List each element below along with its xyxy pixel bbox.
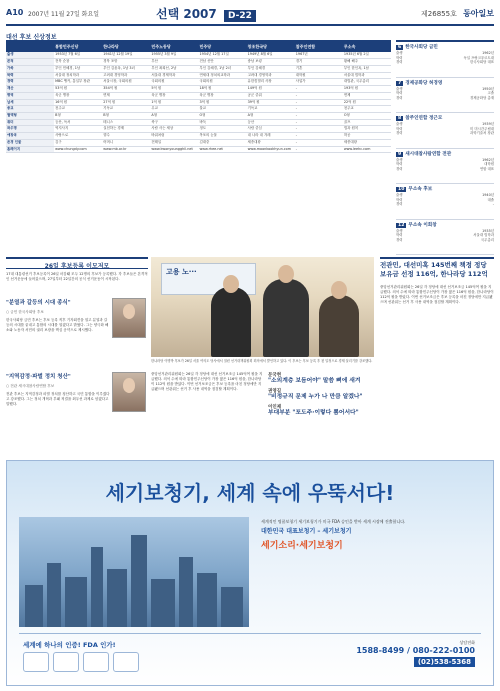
row-label: 애창곡 <box>6 133 54 140</box>
table-cell: www.moonkookhyun.com <box>247 146 295 153</box>
table-cell: - <box>295 112 343 119</box>
table-cell: 1억 원 <box>150 99 198 106</box>
table-cell: 목포의 눈물 <box>199 133 247 140</box>
person-figure <box>319 295 359 357</box>
minor-candidate-name <box>396 186 494 192</box>
table-cell: 허공 <box>343 133 391 140</box>
info-value: 대졸 <box>487 197 494 202</box>
table-cell: 3억 원 <box>199 99 247 106</box>
quote-speaker: 문국현 <box>268 373 282 378</box>
table-cell: 서울대 정치학과 <box>54 72 102 79</box>
info-value: 대학원 <box>484 162 494 167</box>
table-row <box>6 99 391 106</box>
person-head <box>331 281 347 299</box>
table-cell: 공군 중위 <box>247 92 295 99</box>
ballot-number: 10 <box>398 187 405 192</box>
paper-logo: 동아일보 <box>463 9 494 18</box>
candidate-name: 한국사회당 금민 <box>405 45 438 50</box>
cert-badge-icon <box>83 652 109 672</box>
table-cell: 193억 원 <box>343 86 391 93</box>
table-cell: 기혼 <box>295 65 343 72</box>
table-cell: www.rhee.net <box>199 146 247 153</box>
table-cell: 부인 김혜경 <box>247 65 295 72</box>
registration-section-title: 26일 후보등록 이모저모 <box>6 257 148 269</box>
table-cell: - <box>295 99 343 106</box>
row-label: 종교 <box>6 106 54 113</box>
table-row <box>6 52 391 59</box>
quote-headlines <box>268 372 374 419</box>
info-label: 학력 <box>396 162 403 167</box>
row-label: 학력 <box>6 72 54 79</box>
minor-candidate-block <box>396 184 494 220</box>
table-cell: 사람 중심 <box>247 126 295 133</box>
news-photo <box>151 257 374 357</box>
table-cell: 바둑 <box>199 119 247 126</box>
table-cell: 1954년 12월 17일 <box>199 52 247 59</box>
info-value: 1939년 <box>482 122 494 126</box>
minor-candidates-column <box>396 40 494 254</box>
person-head <box>278 265 294 283</box>
table-cell: A형 <box>247 112 295 119</box>
table-column-header <box>6 42 54 52</box>
row-label: 취미 <box>6 119 54 126</box>
candidate-name: 경제공화당 허경영 <box>405 80 443 86</box>
table-cell: - <box>295 139 343 146</box>
candidate-table-container <box>6 40 391 254</box>
column-1-byline: ○ 금민 한국사회당 후보 <box>6 310 44 314</box>
row-label: 혈액형 <box>6 112 54 119</box>
quote-headline: "소외계층 보듬어야" 말씀 뼈에 새겨 <box>268 378 361 384</box>
table-cell: 전태일 <box>150 139 198 146</box>
info-label: 출생 <box>396 193 403 197</box>
info-label: 경력 <box>396 202 403 207</box>
row-label: 존경 인물 <box>6 139 54 146</box>
cert-badge-icon <box>23 652 49 672</box>
table-cell: 무교 <box>150 106 198 113</box>
phone-label: 상담전화 <box>459 640 475 645</box>
photo-caption: 한나라당 이명박 후보가 26일 서울 여의도 당사에서 열린 선거대책위원회 회의에서 발언하고 있다. 이 후보는 후보 등록 후 첫 일정으로 경제 살리기를 강조했다. <box>151 359 373 363</box>
column-2-headline: "지역감정·파벌 정치 청산" <box>6 374 71 380</box>
table-cell: 5억 원 <box>150 86 198 93</box>
candidate-name: 새시대참사람연합 전관 <box>405 151 452 157</box>
row-label: 재산 <box>6 86 54 93</box>
ballot-number: 7 <box>398 80 402 86</box>
table-cell: 바위처럼 <box>150 133 198 140</box>
table-cell: 연세대 정치외교학과 <box>199 72 247 79</box>
photo-banner-text: 고용 노··· <box>166 268 197 276</box>
table-cell: 어머니 <box>102 139 150 146</box>
table-cell: 사람 사는 세상 <box>150 126 198 133</box>
info-label: 학력 <box>396 126 403 131</box>
ad-description <box>261 519 483 557</box>
table-cell: 1949년 8월 6일 <box>247 52 295 59</box>
center-article-body: 중앙선거관리위원회는 26일 각 정당에 대선 선거보조금 145억여 원을 지급했다. 의석 수에 따라 통합민주신당이 가장 많은 116억 원을, 한나라당이 112억 원을 받았다. 이번 선거보조금은 후보 등록을 마친 정당에만 지급됐으며 선관위는 선거 후 사용 내역을 점검할 계획이다. <box>151 372 263 392</box>
table-row <box>6 92 391 99</box>
table-cell: B형 <box>102 112 150 119</box>
table-cell: 기독교 <box>247 106 295 113</box>
info-value: 1962년 <box>482 51 494 55</box>
minor-candidate-block <box>396 149 494 185</box>
info-label: 학력 <box>396 55 403 60</box>
table-cell: 354억 원 <box>102 86 150 93</box>
candidate-portrait <box>112 372 146 412</box>
table-cell: A형 <box>150 112 198 119</box>
section-label: 선택 2007 <box>156 7 217 21</box>
table-cell: 법과 원칙 <box>343 126 391 133</box>
ad-desc-text: 세계적인 명품보청기 세기보청기가 미국 FDA 승인을 받아 세계 시장에 진출합니다. <box>261 519 406 524</box>
issue-date: 2007년 11월 27일 화요일 <box>28 11 100 18</box>
table-cell: 53억 원 <box>54 86 102 93</box>
person-figure <box>211 287 251 357</box>
table-cell: 대법관, 국무총리 <box>343 79 391 86</box>
quote-speaker: 이인제 <box>268 404 282 410</box>
table-column-header: 창조한국당 <box>247 42 295 52</box>
column-1-headline: "분열과 갈등의 시대 종식" <box>6 300 71 306</box>
table-cell: 부인 김윤옥, 1남 3녀 <box>102 65 150 72</box>
table-cell: 역지사지 <box>54 126 102 133</box>
table-column-header: 무소속 <box>343 42 391 52</box>
table-cell: 서울대 법학과 <box>343 72 391 79</box>
info-label: 경력 <box>396 131 403 136</box>
row-label: 가족 <box>6 65 54 72</box>
table-cell: 39억 원 <box>247 99 295 106</box>
table-row <box>6 79 391 86</box>
table-column-header: 민주노동당 <box>150 42 198 52</box>
table-cell: 국회의원 <box>199 79 247 86</box>
info-label: 학력 <box>396 91 403 96</box>
info-value: 고졸 <box>487 91 494 96</box>
table-cell: - <box>295 126 343 133</box>
table-cell: 부인 김혜경, 1남 2녀 <box>199 65 247 72</box>
row-label: 병역 <box>6 92 54 99</box>
minor-candidate-name <box>396 115 494 121</box>
person-head <box>223 275 239 293</box>
table-row <box>6 146 391 153</box>
table-cell: 전북 순창 <box>54 59 102 66</box>
ballot-number: 6 <box>398 45 402 50</box>
table-cell: 육군 병장 <box>150 92 198 99</box>
column-2-body: 전관 후보는 지역감정과 파벌 정치를 청산하고 국민 통합을 이루겠다고 강조했다. 그는 정치 개혁과 부패 척결을 최우선 과제로 삼겠다고 말했다. <box>6 392 110 407</box>
info-label: 출생 <box>396 86 403 91</box>
minor-candidate-block <box>396 78 494 114</box>
table-cell: 면제 <box>102 92 150 99</box>
table-cell: 18억 원 <box>199 86 247 93</box>
table-cell: - <box>295 146 343 153</box>
info-label: 경력 <box>396 60 403 65</box>
table-row <box>6 86 391 93</box>
info-label: 출생 <box>396 228 403 233</box>
table-cell: 16억 원 <box>54 99 102 106</box>
table-column-header: 민주당 <box>199 42 247 52</box>
table-cell: 사업가 <box>295 79 343 86</box>
cert-badge-icon <box>53 652 79 672</box>
contact-phone <box>356 640 475 667</box>
table-cell: 천주교 <box>343 106 391 113</box>
candidate-table <box>6 42 391 153</box>
table-cell: 1953년 7월 6일 <box>54 52 102 59</box>
info-label: 출생 <box>396 51 403 55</box>
info-value: 1950년 <box>482 86 494 91</box>
table-row <box>6 119 391 126</box>
minor-candidate-block <box>396 220 494 256</box>
column-1-body: 한국사회당 금민 후보는 후보 등록 직후 기자회견을 열고 분열과 갈등의 시대를 끝내고 통합의 시대를 열겠다고 밝혔다. 그는 양극화 해소와 노동자 서민의 권리 보장을 핵심 공약으로 제시했다. <box>6 318 109 333</box>
info-value: 독일 프랑크푸르트대 <box>463 55 494 60</box>
info-label: 경력 <box>396 95 403 100</box>
table-cell: 세종대왕 <box>343 139 391 146</box>
table-cell: 고려대 경영학과 <box>102 72 150 79</box>
minor-candidate-name <box>396 44 494 50</box>
info-value: 과학기술처 장관 <box>469 131 494 136</box>
table-cell: 향수 <box>102 133 150 140</box>
table-cell: 경기 <box>295 59 343 66</box>
info-value: 미 미시간주립대 <box>469 126 494 131</box>
info-value: 1962년 <box>482 157 494 162</box>
table-cell: 충남 보령 <box>247 59 295 66</box>
info-label: 경력 <box>396 166 403 171</box>
table-cell: www.kwonyoungghil.net <box>150 146 198 153</box>
info-value: 경제공화당 총재 <box>469 95 494 100</box>
table-cell: 육군 병장 <box>54 92 102 99</box>
quote-headline: "비정규직 문제 누가 나 만큼 알겠나" <box>268 393 363 400</box>
table-cell: 불교 <box>199 106 247 113</box>
quote-headline: 부대부분 "포도주·이렇다 뽐어서다" <box>268 409 359 416</box>
table-cell: O형 <box>343 112 391 119</box>
table-cell: 김구 <box>54 139 102 146</box>
table-cell: 경북 포항 <box>102 59 150 66</box>
ballot-number: 12 <box>398 222 405 228</box>
right-article-headline: 전관민, 대선미혹 145번째 책정 정당 보유금 선정 116억, 한나라당 112억 <box>380 257 494 279</box>
candidate-name: 무소속 후보 <box>408 187 433 192</box>
table-cell: 부산 <box>150 59 198 66</box>
table-cell: 22억 원 <box>343 99 391 106</box>
candidate-portrait <box>112 298 146 338</box>
table-cell: 부인 최희선, 2남 <box>150 65 198 72</box>
column-2-byline: ○ 전관 새시대참사람연합 후보 <box>6 384 55 388</box>
candidate-name: 참주인연합 정근모 <box>405 116 443 121</box>
table-row <box>6 106 391 113</box>
candidate-name: 무소속 이회창 <box>408 222 437 228</box>
info-label: 학력 <box>396 233 403 238</box>
table-cell: 고려대 경영학과 <box>247 72 295 79</box>
info-label: 출생 <box>396 122 403 126</box>
table-cell: 등산, 독서 <box>54 119 102 126</box>
info-row <box>396 96 494 101</box>
table-row <box>6 139 391 146</box>
info-value: 1940년 <box>482 193 494 197</box>
table-cell: 면제 <box>343 92 391 99</box>
issue-number: 제26855호 <box>421 10 457 18</box>
table-cell: 1935년 6월 2일 <box>343 52 391 59</box>
table-cell: 축구 <box>150 119 198 126</box>
table-cell: 기독교 <box>102 106 150 113</box>
info-row <box>396 60 494 65</box>
row-label: 경력 <box>6 79 54 86</box>
info-value: 1935년 <box>482 228 494 233</box>
info-row <box>396 167 494 172</box>
table-cell: 유한킴벌리 사장 <box>247 79 295 86</box>
table-cell: O형 <box>199 112 247 119</box>
city-skyline-image <box>19 517 249 627</box>
table-cell: - <box>295 106 343 113</box>
fda-tagline: 세계에 하나의 인증! FDA 인가! <box>23 641 116 649</box>
masthead-right <box>421 8 494 19</box>
quote-speaker: 권영길 <box>268 388 282 394</box>
info-row <box>396 202 494 207</box>
dday-badge: D-22 <box>224 10 256 22</box>
minor-candidate-name <box>396 80 494 86</box>
table-cell: 부인 민혜경, 1남 <box>54 65 102 72</box>
info-value: 연합 대표 <box>479 166 494 171</box>
row-label: 납세 <box>6 99 54 106</box>
table-column-header: 한나라당 <box>102 42 150 52</box>
hearing-aid-advertisement <box>6 460 494 686</box>
info-label: 출생 <box>396 157 403 162</box>
table-cell: - <box>295 119 343 126</box>
table-row <box>6 126 391 133</box>
table-body <box>6 52 391 153</box>
masthead <box>6 4 494 26</box>
table-cell: 1955년 3월 9일 <box>150 52 198 59</box>
table-cell: 서울시장, 국회의원 <box>102 79 150 86</box>
table-cell: www.chungdy.com <box>54 146 102 153</box>
table-cell: 정도 <box>199 126 247 133</box>
certification-badges <box>23 652 139 672</box>
table-cell: 육군 병장 <box>199 92 247 99</box>
table-cell: - <box>295 86 343 93</box>
table-cell: 테니스 <box>102 119 150 126</box>
row-label: 좌우명 <box>6 126 54 133</box>
info-row <box>396 131 494 136</box>
row-label: 출생 <box>6 52 54 59</box>
minor-candidate-block <box>396 113 494 149</box>
table-cell: 대학원 <box>295 72 343 79</box>
ad-footer <box>19 633 481 679</box>
candidate-table-title: 대선 후보 신상정보 <box>6 34 57 41</box>
info-value: 서울대 법학과 <box>473 233 494 238</box>
person-figure <box>263 279 309 357</box>
phone-number-primary: 1588-8499 / 080-222-0100 <box>356 646 475 655</box>
table-cell: - <box>295 133 343 140</box>
table-cell: B형 <box>54 112 102 119</box>
table-row <box>6 65 391 72</box>
table-cell: www.mb.or.kr <box>102 146 150 153</box>
table-cell: 전남 신안 <box>199 59 247 66</box>
cert-badge-icon <box>113 652 139 672</box>
minor-candidate-name <box>396 222 494 228</box>
row-label: 홈페이지 <box>6 146 54 153</box>
info-value: 한국사회당 대표 <box>469 60 494 65</box>
minor-candidate-name <box>396 151 494 157</box>
table-cell: 세종대왕 <box>247 139 295 146</box>
page-number: A10 <box>6 8 24 17</box>
brand-logo: 세기소리·세기보청기 <box>261 540 343 551</box>
ballot-number: 8 <box>398 116 402 121</box>
info-value: 국무총리 <box>480 237 494 242</box>
info-label: 경력 <box>396 237 403 242</box>
row-label: 본적 <box>6 59 54 66</box>
table-cell: 골프 <box>343 119 391 126</box>
table-cell: MBC 앵커, 통일부 장관 <box>54 79 102 86</box>
table-cell: 김대중 <box>199 139 247 146</box>
table-cell: 실천하는 경제 <box>102 126 150 133</box>
table-header-row <box>6 42 391 52</box>
table-cell: 149억 원 <box>247 86 295 93</box>
info-value: - <box>492 202 494 207</box>
table-row <box>6 72 391 79</box>
table-cell: 국회의원 <box>150 79 198 86</box>
section-title <box>156 5 256 22</box>
info-label: 학력 <box>396 197 403 202</box>
table-row <box>6 112 391 119</box>
phone-number-secondary: (02)538-5368 <box>414 657 475 667</box>
ballot-number: 9 <box>398 151 402 157</box>
table-cell: 황해 해주 <box>343 59 391 66</box>
table-row <box>6 59 391 66</box>
right-article-body: 중앙선거관리위원회는 26일 각 정당에 대선 선거보조금 145억여 원을 지급했다. 의석 수에 따라 통합민주신당이 가장 많은 116억 원을, 한나라당이 112억 원을 받았다. 이번 선거보조금은 후보 등록을 마친 정당에만 지급됐으며 선관위는 선거 후 사용 내역을 점검할 계획이다. <box>380 285 494 305</box>
table-column-header: 통합민주신당 <box>54 42 102 52</box>
table-cell: 내 나라 내 겨레 <box>247 133 295 140</box>
table-cell: 1967년 <box>295 52 343 59</box>
table-cell: 서울대 경제학과 <box>150 72 198 79</box>
table-cell: 등산 <box>247 119 295 126</box>
table-column-header: 참주인연합 <box>295 42 343 52</box>
table-cell: - <box>295 92 343 99</box>
table-cell: 1941년 12월 19일 <box>102 52 150 59</box>
minor-candidate-block <box>396 42 494 78</box>
registration-lead: 17대 대통령선거 후보등록이 26일 마감돼 모두 12명의 후보가 등록했다. 각 후보들은 본격적인 선거운동에 들어갔으며, 27일부터 22일간의 공식 선거운동이 시작된다. <box>6 272 148 282</box>
table-row <box>6 133 391 140</box>
ad-brand-line: 대한민국 대표보청기 – 세기보청기 <box>261 527 352 535</box>
table-cell: www.leehc.com <box>343 146 391 153</box>
info-row <box>396 238 494 243</box>
table-cell: 27억 원 <box>102 99 150 106</box>
ad-title: 세기보청기, 세계 속에 우뚝서다! <box>105 481 395 505</box>
table-cell: 사랑으로 <box>54 133 102 140</box>
table-cell: 부인 한인옥, 1남 <box>343 65 391 72</box>
table-cell: 천주교 <box>54 106 102 113</box>
